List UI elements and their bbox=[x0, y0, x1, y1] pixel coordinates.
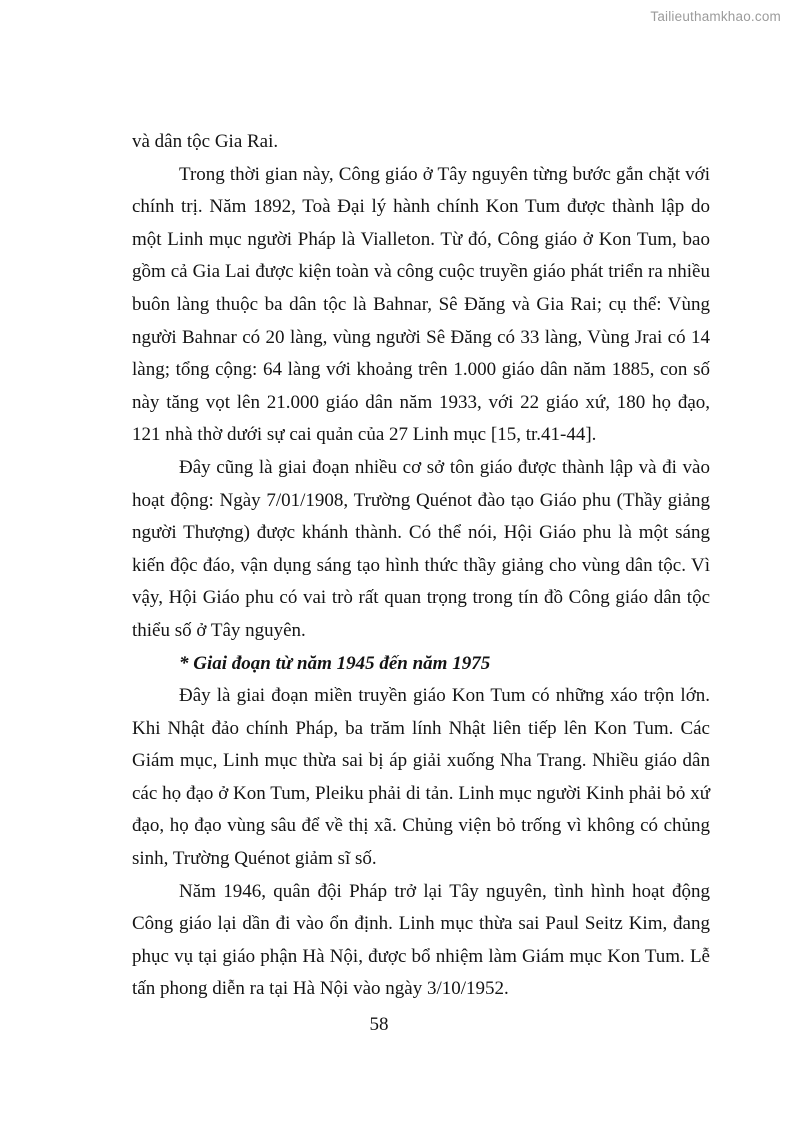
document-body bbox=[132, 126, 710, 1006]
paragraph: Đây là giai đoạn miền truyền giáo Kon Tum có những xáo trộn lớn. Khi Nhật đảo chính Pháp, ba trăm lính Nhật liên tiếp lên Kon Tum. Các Giám mục, Linh mục thừa sai bị áp giải xuống Nha Trang. Nhiều giáo dân các họ đạo ở Kon Tum, Pleiku phải di tản. Linh mục người Kinh phải bỏ xứ đạo, họ đạo vùng sâu để về thị xã. Chủng viện bỏ trống vì không có chủng sinh, Trường Quénot giảm sĩ số. bbox=[132, 685, 710, 870]
paragraph: Năm 1946, quân đội Pháp trở lại Tây nguyên, tình hình hoạt động Công giáo lại dần đi vào ổn định. Linh mục thừa sai Paul Seitz Kim, đang phục vụ tại giáo phận Hà Nội, được bổ nhiệm làm Giám mục Kon Tum. Lễ tấn phong diễn ra tại Hà Nội vào ngày 3/10/1952. bbox=[132, 880, 710, 1000]
watermark-text: Tailieuthamkhao.com bbox=[650, 9, 781, 24]
paragraph: Đây cũng là giai đoạn nhiều cơ sở tôn giáo được thành lập và đi vào hoạt động: Ngày 7/01/1908, Trường Quénot đào tạo Giáo phu (Thầy giảng người Thượng) được khánh thành. Có thể nói, Hội Giáo phu là một sáng kiến độc đáo, vận dụng sáng tạo hình thức thầy giảng cho vùng dân tộc. Vì vậy, Hội Giáo phu có vai trò rất quan trọng trong tín đồ Công giáo dân tộc thiểu số ở Tây nguyên. bbox=[132, 456, 710, 641]
section-heading: * Giai đoạn từ năm 1945 đến năm 1975 bbox=[179, 652, 491, 674]
paragraph: và dân tộc Gia Rai. bbox=[132, 131, 279, 152]
paragraph: Trong thời gian này, Công giáo ở Tây nguyên từng bước gắn chặt với chính trị. Năm 1892, Toà Đại lý hành chính Kon Tum được thành lập do một Linh mục người Pháp là Vialleton. Từ đó, Công giáo ở Kon Tum, bao gồm cả Gia Lai được kiện toàn và công cuộc truyền giáo phát triển ra nhiều buôn làng thuộc ba dân tộc là Bahnar, Sê Đăng và Gia Rai; cụ thể: Vùng người Bahnar có 20 làng, vùng người Sê Đăng có 33 làng, Vùng Jrai có 14 làng; tổng cộng: 64 làng với khoảng trên 1.000 giáo dân năm 1885, con số này tăng vọt lên 21.000 giáo dân năm 1933, với 22 giáo xứ, 180 họ đạo, 121 nhà thờ dưới sự cai quản của 27 Linh mục [15, tr.41-44]. bbox=[132, 163, 710, 446]
page-number: 58 bbox=[369, 1014, 389, 1035]
